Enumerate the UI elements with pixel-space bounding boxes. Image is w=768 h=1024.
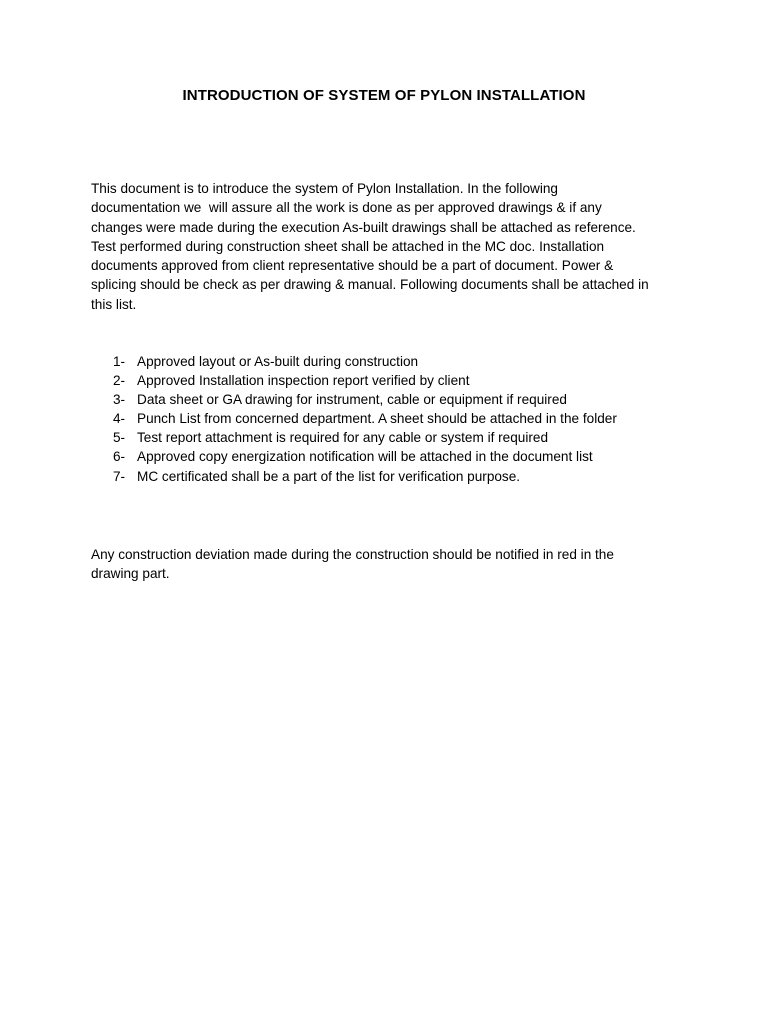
intro-line: documentation we will assure all the work is done as per approved drawings & if any <box>91 200 602 216</box>
intro-line: changes were made during the execution As-built drawings shall be attached as reference. <box>91 219 636 235</box>
list-item-number: 2- <box>113 373 126 389</box>
intro-paragraph <box>91 179 681 314</box>
intro-line: Test performed during construction sheet shall be attached in the MC doc. Installation <box>91 238 605 254</box>
list-item-number: 5- <box>113 430 126 446</box>
list-item-text: MC certificated shall be a part of the list for verification purpose. <box>137 468 521 484</box>
list-item-number: 4- <box>113 411 126 427</box>
list-item <box>113 390 693 409</box>
closing-line: Any construction deviation made during the construction should be notified in red in the <box>91 547 614 562</box>
closing-paragraph <box>91 545 681 584</box>
list-item-text: Test report attachment is required for any cable or system if required <box>137 430 549 446</box>
document-title: INTRODUCTION OF SYSTEM OF PYLON INSTALLATION <box>182 87 586 104</box>
list-item <box>113 428 693 447</box>
intro-line: splicing should be check as per drawing & manual. Following documents shall be attached in <box>91 277 649 293</box>
list-item-text: Punch List from concerned department. A sheet should be attached in the folder <box>137 411 617 427</box>
list-item <box>113 467 693 486</box>
list-item-number: 1- <box>113 354 126 369</box>
document-list <box>113 352 693 486</box>
list-item-number: 6- <box>113 449 126 465</box>
list-item-number: 7- <box>113 468 126 484</box>
list-item <box>113 447 693 466</box>
list-item-text: Data sheet or GA drawing for instrument, cable or equipment if required <box>137 392 567 408</box>
list-item-number: 3- <box>113 392 126 408</box>
intro-line: documents approved from client representative should be a part of document. Power & <box>91 258 614 274</box>
list-item-text: Approved copy energization notification will be attached in the document list <box>137 449 593 465</box>
list-item <box>113 371 693 390</box>
list-item-text: Approved layout or As-built during construction <box>137 354 419 369</box>
list-item <box>113 352 693 371</box>
intro-line: This document is to introduce the system of Pylon Installation. In the following <box>91 181 558 196</box>
list-item <box>113 409 693 428</box>
list-item-text: Approved Installation inspection report verified by client <box>137 373 470 389</box>
closing-line: drawing part. <box>91 566 170 582</box>
intro-line: this list. <box>91 296 137 312</box>
